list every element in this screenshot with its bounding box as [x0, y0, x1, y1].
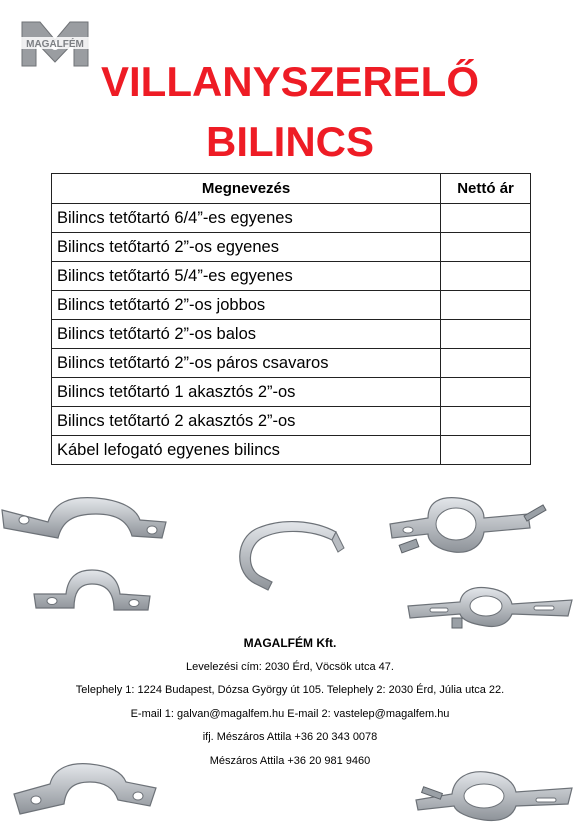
- cable-hook-clip-image: [228, 518, 358, 596]
- table-row: [52, 436, 531, 465]
- product-price: [441, 378, 531, 407]
- company-name: MAGALFÉM Kft.: [243, 636, 337, 650]
- postal-address: Levelezési cím: 2030 Érd, Vöcsök utca 47.: [186, 660, 394, 673]
- email-addresses: E-mail 1: galvan@magalfem.hu E-mail 2: vastelep@magalfem.hu: [130, 707, 450, 720]
- price-table: [51, 173, 531, 465]
- roof-clamp-double-bolt-image: [388, 492, 556, 562]
- table-row: [52, 291, 531, 320]
- product-price: [441, 349, 531, 378]
- page-title-line2: BILINCS: [206, 118, 374, 165]
- product-price: [441, 436, 531, 465]
- product-name: Bilincs tetőtartó 2”-os páros csavaros: [52, 349, 441, 378]
- clamp-wide-strap-image: [0, 492, 170, 554]
- contact-person-1: ifj. Mészáros Attila +36 20 343 0078: [202, 731, 378, 743]
- product-price: [441, 262, 531, 291]
- table-header-row: [52, 174, 531, 204]
- contact-footer: [0, 632, 580, 773]
- product-name: Bilincs tetőtartó 1 akasztós 2”-os: [52, 378, 441, 407]
- product-name: Kábel lefogató egyenes bilincs: [52, 436, 441, 465]
- product-name: Bilincs tetőtartó 2”-os balos: [52, 320, 441, 349]
- header-net-price: Nettó ár: [441, 174, 531, 204]
- header-name: Megnevezés: [52, 174, 441, 204]
- product-price: [441, 204, 531, 233]
- product-price: [441, 291, 531, 320]
- logo-text: MAGALFÉM: [26, 39, 84, 50]
- table-row: [52, 378, 531, 407]
- product-name: Bilincs tetőtartó 6/4”-es egyenes: [52, 204, 441, 233]
- contact-person-2: Mészáros Attila +36 20 981 9460: [209, 754, 371, 767]
- roof-clamp-single-hook-image: [404, 584, 576, 630]
- product-name: Bilincs tetőtartó 2”-os jobbos: [52, 291, 441, 320]
- product-price: [441, 233, 531, 262]
- product-price: [441, 320, 531, 349]
- table-row: [52, 262, 531, 291]
- product-price: [441, 407, 531, 436]
- product-name: Bilincs tetőtartó 5/4”-es egyenes: [52, 262, 441, 291]
- page-title-line1: VILLANYSZERELŐ: [100, 58, 480, 105]
- table-row: [52, 204, 531, 233]
- product-name: Bilincs tetőtartó 2”-os egyenes: [52, 233, 441, 262]
- table-row: [52, 349, 531, 378]
- table-row: [52, 320, 531, 349]
- table-row: [52, 407, 531, 436]
- site-addresses: Telephely 1: 1224 Budapest, Dózsa György út 105. Telephely 2: 2030 Érd, Júlia utca 22.: [75, 684, 505, 696]
- clamp-small-strap-image: [30, 568, 155, 618]
- product-name: Bilincs tetőtartó 2 akasztós 2”-os: [52, 407, 441, 436]
- table-row: [52, 233, 531, 262]
